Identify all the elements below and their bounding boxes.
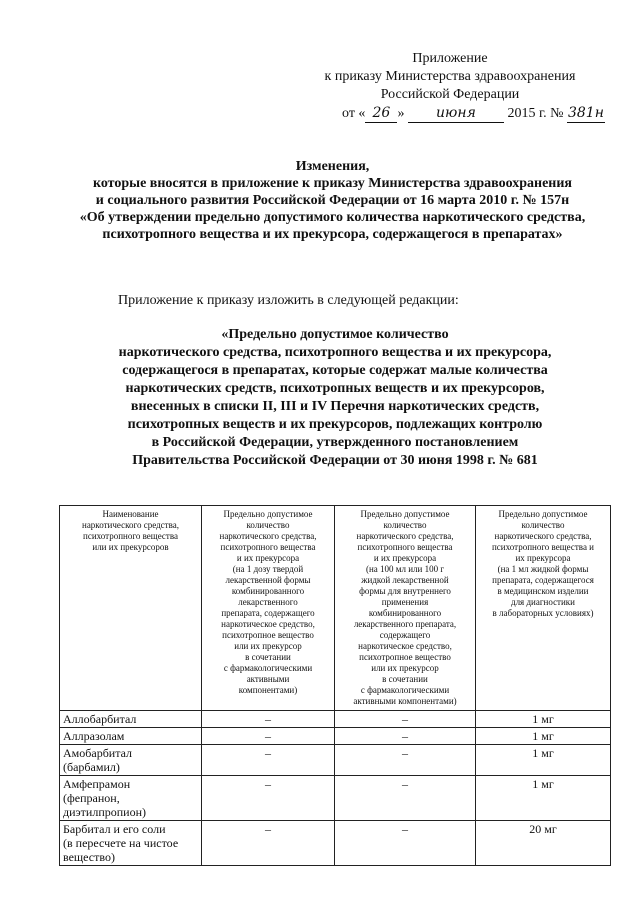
column-header-line: с фармакологическими [223,663,313,673]
column-header-line: лекарственного препарата, [353,619,457,629]
column-header-line: формы для внутреннего [359,586,451,596]
column-header-4 [476,506,611,711]
limit-value-cell-3: 1 мг [476,711,611,728]
column-header-line: (на 1 дозу твердой [232,564,304,574]
column-header-line: с фармакологическими [360,685,450,695]
document-title [40,158,625,243]
column-header-line: в сочетании [245,652,291,662]
title-line-3: и социального развития Российской Федерации от 16 марта 2010 г. № 157н [95,193,570,208]
column-header-line: препарата, содержащегося [492,575,594,585]
column-header-line: Предельно допустимое [223,509,313,519]
column-header-line: (на 1 мл жидкой формы [497,564,589,574]
substance-name-line: Аллразолам [63,729,125,743]
column-header-line: Предельно допустимое [498,509,588,519]
limit-value-cell-1: – [202,776,335,821]
limit-value-cell-1: – [202,711,335,728]
table-row [60,776,611,821]
substance-name-cell [60,776,202,821]
column-header-line: психотропного вещества [357,542,453,552]
column-header-line: и их прекурсора [373,553,437,563]
substance-name-line: (барбамил) [63,760,120,774]
quote-line-3: содержащегося в препаратах, которые содержат малые количества [122,363,548,378]
title-line-4: «Об утверждении предельно допустимого количества наркотического средства, [79,210,586,225]
table-row [60,728,611,745]
column-header-line: психотропное вещество [359,652,451,662]
substance-name-line: Амобарбитал [63,746,133,760]
column-header-line: активными компонентами) [353,696,457,706]
quote-line-4: наркотических средств, психотропных веществ и их прекурсоров, [125,381,545,396]
appendix-line-2: к приказу Министерства здравоохранения [324,69,576,84]
column-header-line: в сочетании [382,674,428,684]
column-header-line: наркотическое средство, [221,619,315,629]
substance-name-line: диэтилпропион) [63,805,147,819]
substance-name-line: Амфепрамон [63,777,131,791]
column-header-line: (на 100 мл или 100 г [365,564,445,574]
limit-value-cell-1: – [202,821,335,866]
quote-line-5: внесенных в списки II, III и IV Перечня наркотических средств, [130,399,540,414]
table-header-row [60,506,611,711]
substance-name-line: вещество) [63,850,115,864]
table-body [60,711,611,866]
column-header-1 [60,506,202,711]
column-header-line: комбинированного [231,586,305,596]
column-header-line: компонентами) [238,685,298,695]
title-line-5: психотропного вещества и их прекурсора, содержащегося в препаратах» [102,227,563,242]
column-header-line: психотропного вещества [83,531,178,541]
column-header-line: наркотическое средство, [358,641,452,651]
limit-value-cell-3: 20 мг [476,821,611,866]
column-header-line: Наименование [102,509,159,519]
quote-line-1: «Предельно допустимое количество [221,327,449,342]
limit-value-cell-2: – [335,776,476,821]
substance-name-line: (фепранон, [63,791,120,805]
column-header-line: Предельно допустимое [360,509,450,519]
column-header-line: психотропного вещества [220,542,316,552]
date-prefix: от « [342,106,366,121]
column-header-line: наркотического средства, [494,531,592,541]
quote-line-6: психотропных веществ и их прекурсоров, подлежащих контролю [127,417,543,432]
date-mid: » [397,106,405,121]
table-row [60,711,611,728]
substance-name-line: Аллобарбитал [63,712,137,726]
substance-name-cell [60,745,202,776]
quoted-heading [60,326,610,470]
column-header-2 [202,506,335,711]
quote-line-7: в Российской Федерации, утвержденного постановлением [151,435,519,450]
table-row [60,745,611,776]
limit-value-cell-3: 1 мг [476,728,611,745]
limit-value-cell-2: – [335,728,476,745]
substance-name-line: Барбитал и его соли [63,822,166,836]
column-header-line: лекарственного [238,597,298,607]
column-header-line: психотропное вещество [222,630,314,640]
column-header-line: в лабораторных условиях) [492,608,594,618]
column-header-line: для диагностики [510,597,575,607]
substance-name-cell [60,728,202,745]
column-header-line: применения [381,597,429,607]
appendix-line-3: Российской Федерации [380,87,520,102]
date-year: 2015 г. № [507,106,564,121]
column-header-line: наркотического средства, [219,531,317,541]
substance-name-line: (в пересчете на чистое [63,836,179,850]
limit-value-cell-2: – [335,711,476,728]
limit-value-cell-1: – [202,728,335,745]
column-header-line: жидкой лекарственной [361,575,449,585]
column-header-line: количество [383,520,427,530]
column-header-line: препарата, содержащего [221,608,315,618]
column-header-line: или их прекурсоров [92,542,169,552]
limit-value-cell-2: – [335,745,476,776]
substances-table [59,505,611,866]
column-header-line: наркотического средства, [356,531,454,541]
column-header-line: и их прекурсора [236,553,300,563]
date-month: июня [408,104,504,123]
limit-value-cell-1: – [202,745,335,776]
substance-name-cell [60,821,202,866]
column-header-line: наркотического средства, [82,520,179,530]
column-header-line: комбинированного [368,608,442,618]
column-header-line: содержащего [379,630,431,640]
appendix-date-line [300,104,604,123]
title-line-1: Изменения, [295,159,370,174]
limit-value-cell-3: 1 мг [476,776,611,821]
order-number: 381н [567,105,604,121]
column-header-line: в медицинском изделии [497,586,589,596]
limit-value-cell-2: – [335,821,476,866]
column-header-line: активными [246,674,290,684]
column-header-line: или их прекурсор [371,663,439,673]
column-header-line: психотропного вещества и [491,542,595,552]
column-header-3 [335,506,476,711]
quote-line-2: наркотического средства, психотропного вещества и их прекурсора, [118,345,552,360]
limit-value-cell-3: 1 мг [476,745,611,776]
column-header-line: лекарственной формы [225,575,311,585]
column-header-line: или их прекурсор [234,641,302,651]
appendix-line-1: Приложение [412,51,488,66]
table-row [60,821,611,866]
column-header-line: количество [521,520,565,530]
column-header-line: их прекурсора [515,553,571,563]
title-line-2: которые вносятся в приложение к приказу Министерства здравоохранения [92,176,573,191]
appendix-header [300,50,604,123]
substance-name-cell [60,711,202,728]
intro-paragraph: Приложение к приказу изложить в следующей редакции: [118,293,459,308]
date-day: 26 [365,104,397,123]
quote-line-8: Правительства Российской Федерации от 30 июня 1998 г. № 681 [132,453,538,468]
column-header-line: количество [246,520,290,530]
